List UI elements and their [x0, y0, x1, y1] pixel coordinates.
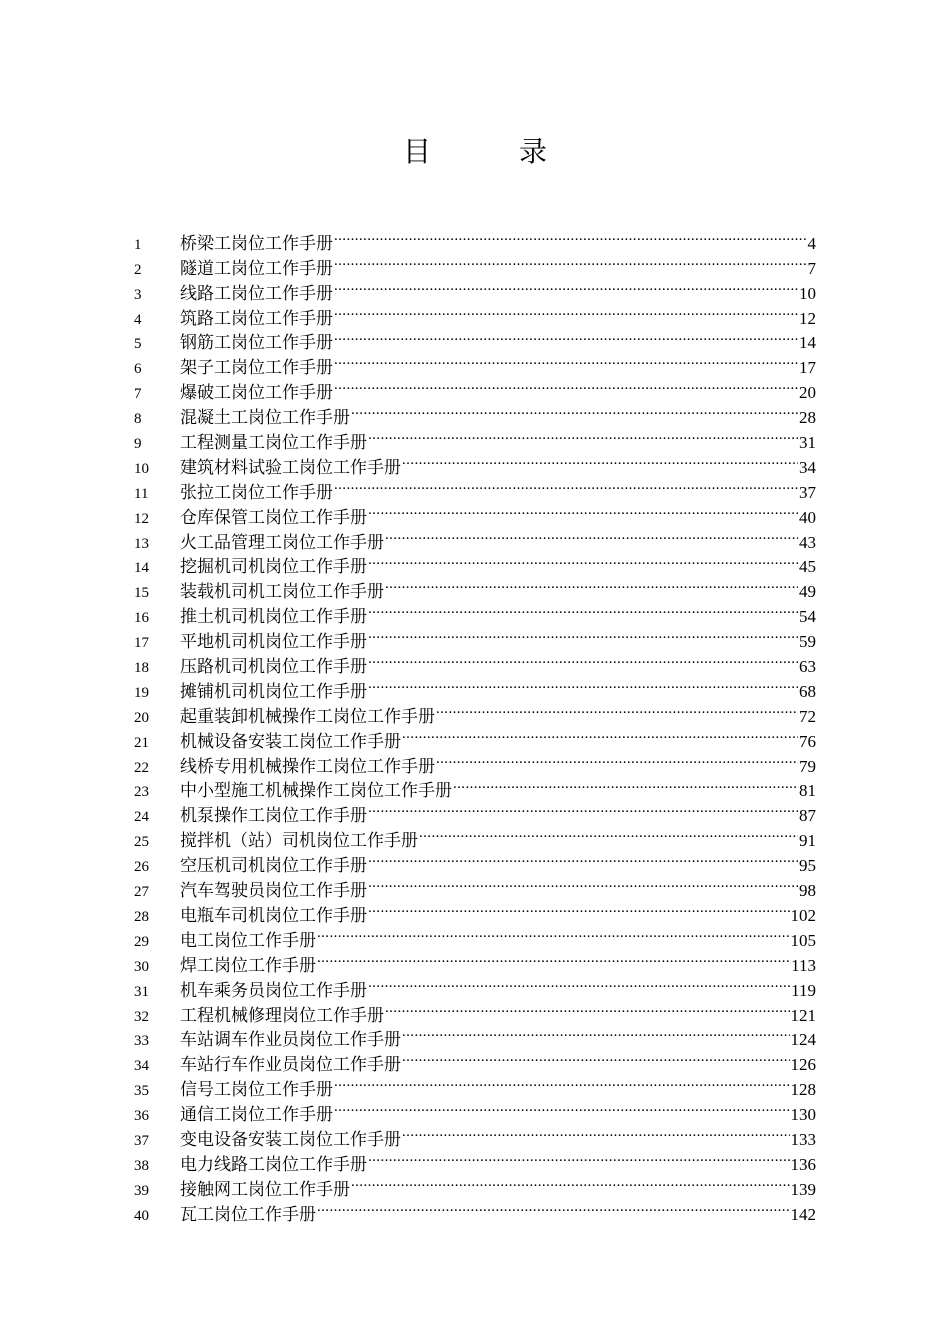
- toc-entry-page: 17: [799, 358, 816, 378]
- toc-entry-number: 14: [134, 560, 149, 577]
- toc-entry-page: 102: [790, 905, 816, 925]
- toc-entry-title: 机车乘务员岗位工作手册: [180, 980, 367, 1001]
- toc-entry-title: 机械设备安装工岗位工作手册: [180, 731, 401, 752]
- toc-dot-leader: [401, 448, 798, 473]
- toc-dot-leader: [333, 274, 798, 299]
- toc-dot-leader: [333, 1070, 790, 1095]
- toc-entry-page: 113: [791, 955, 816, 975]
- toc-entry-title: 仓库保管工岗位工作手册: [180, 507, 367, 528]
- toc-entry-number: 3: [134, 286, 142, 303]
- toc-entry-page: 14: [799, 333, 816, 353]
- toc-entry-page: 81: [799, 781, 816, 801]
- toc-dot-leader: [333, 1095, 790, 1120]
- toc-entry-number: 17: [134, 635, 149, 652]
- toc-entry-title: 车站行车作业员岗位工作手册: [180, 1055, 401, 1076]
- toc-entry-page: 72: [799, 706, 816, 726]
- toc-entry-page: 79: [799, 756, 816, 776]
- toc-entry-page: 119: [791, 980, 816, 1000]
- toc-dot-leader: [367, 896, 790, 921]
- toc-dot-leader: [333, 348, 798, 373]
- toc-dot-leader: [333, 224, 807, 249]
- toc-entry-page: 121: [790, 1005, 816, 1025]
- toc-dot-leader: [333, 473, 798, 498]
- toc-dot-leader: [367, 971, 790, 996]
- toc-dot-leader: [367, 796, 798, 821]
- toc-entry-page: 43: [799, 532, 816, 552]
- toc-entry-title: 中小型施工机械操作工岗位工作手册: [180, 781, 452, 802]
- toc-entry-page: 142: [790, 1204, 816, 1224]
- toc-entry-page: 87: [799, 806, 816, 826]
- toc-dot-leader: [367, 871, 798, 896]
- toc-entry-number: 39: [134, 1182, 149, 1199]
- toc-entry-page: 12: [799, 308, 816, 328]
- toc-dot-leader: [367, 548, 798, 573]
- toc-entry-title: 瓦工岗位工作手册: [180, 1204, 316, 1225]
- toc-dot-leader: [367, 498, 798, 523]
- table-of-contents: [134, 224, 816, 1225]
- toc-entry-title: 爆破工岗位工作手册: [180, 383, 333, 404]
- toc-dot-leader: [384, 572, 798, 597]
- toc-entry-number: 27: [134, 884, 149, 901]
- toc-entry-page: 68: [799, 681, 816, 701]
- toc-entry-page: 59: [799, 632, 816, 652]
- toc-entry-page: 49: [799, 582, 816, 602]
- toc-entry-number: 35: [134, 1083, 149, 1100]
- toc-dot-leader: [401, 722, 798, 747]
- toc-entry-number: 23: [134, 784, 149, 801]
- toc-entry-number: 15: [134, 585, 149, 602]
- toc-entry-page: 98: [799, 881, 816, 901]
- toc-dot-leader: [367, 647, 798, 672]
- toc-dot-leader: [333, 249, 807, 274]
- toc-entry-title: 工程测量工岗位工作手册: [180, 433, 367, 454]
- toc-entry-number: 22: [134, 759, 149, 776]
- toc-entry-page: 31: [799, 433, 816, 453]
- toc-entry-title: 电力线路工岗位工作手册: [180, 1154, 367, 1175]
- toc-entry-page: 34: [799, 457, 816, 477]
- toc-entry-page: 133: [790, 1129, 816, 1149]
- toc-entry-number: 19: [134, 684, 149, 701]
- toc-entry-number: 31: [134, 983, 149, 1000]
- toc-entry-title: 工程机械修理岗位工作手册: [180, 1005, 384, 1026]
- toc-dot-leader: [401, 1021, 790, 1046]
- toc-dot-leader: [333, 373, 798, 398]
- toc-entry-number: 24: [134, 809, 149, 826]
- toc-entry-title: 挖掘机司机岗位工作手册: [180, 557, 367, 578]
- toc-entry-page: 37: [799, 482, 816, 502]
- toc-entry-title: 平地机司机岗位工作手册: [180, 632, 367, 653]
- toc-entry-title: 起重装卸机械操作工岗位工作手册: [180, 706, 435, 727]
- toc-entry-number: 34: [134, 1058, 149, 1075]
- toc-dot-leader: [384, 523, 798, 548]
- toc-entry-title: 汽车驾驶员岗位工作手册: [180, 881, 367, 902]
- toc-dot-leader: [452, 772, 798, 797]
- toc-entry-page: 54: [799, 607, 816, 627]
- toc-entry-title: 变电设备安装工岗位工作手册: [180, 1129, 401, 1150]
- toc-entry-page: 63: [799, 657, 816, 677]
- toc-entry-title: 电工岗位工作手册: [180, 930, 316, 951]
- toc-entry-page: 45: [799, 557, 816, 577]
- toc-dot-leader: [367, 597, 798, 622]
- toc-entry-number: 5: [134, 336, 142, 353]
- toc-entry-number: 6: [134, 361, 142, 378]
- toc-dot-leader: [333, 299, 798, 324]
- toc-entry-page: 105: [790, 930, 816, 950]
- toc-entry-number: 36: [134, 1108, 149, 1125]
- toc-entry-title: 信号工岗位工作手册: [180, 1080, 333, 1101]
- toc-entry-number: 12: [134, 510, 149, 527]
- toc-entry-title: 通信工岗位工作手册: [180, 1105, 333, 1126]
- toc-dot-leader: [367, 423, 798, 448]
- toc-entry-title: 线路工岗位工作手册: [180, 283, 333, 304]
- toc-entry-number: 38: [134, 1157, 149, 1174]
- toc-entry-title: 摊铺机司机岗位工作手册: [180, 681, 367, 702]
- toc-entry-number: 21: [134, 734, 149, 751]
- toc-entry-title: 线桥专用机械操作工岗位工作手册: [180, 756, 435, 777]
- toc-entry-number: 29: [134, 933, 149, 950]
- toc-entry-page: 95: [799, 856, 816, 876]
- toc-dot-leader: [333, 324, 798, 349]
- toc-entry-title: 接触网工岗位工作手册: [180, 1179, 350, 1200]
- toc-entry-title: 车站调车作业员岗位工作手册: [180, 1030, 401, 1051]
- toc-entry-number: 18: [134, 660, 149, 677]
- toc-entry-title: 空压机司机岗位工作手册: [180, 856, 367, 877]
- toc-entry-title: 机泵操作工岗位工作手册: [180, 806, 367, 827]
- toc-entry-title: 火工品管理工岗位工作手册: [180, 532, 384, 553]
- toc-entry-title: 压路机司机岗位工作手册: [180, 657, 367, 678]
- toc-entry-number: 37: [134, 1132, 149, 1149]
- toc-entry-number: 30: [134, 958, 149, 975]
- toc-dot-leader: [350, 398, 798, 423]
- toc-dot-leader: [367, 1145, 790, 1170]
- toc-entry-page: 136: [790, 1154, 816, 1174]
- toc-entry-title: 电瓶车司机岗位工作手册: [180, 905, 367, 926]
- toc-entry-title: 筑路工岗位工作手册: [180, 308, 333, 329]
- toc-entry-page: 124: [790, 1030, 816, 1050]
- toc-entry-number: 10: [134, 460, 149, 477]
- toc-entry-number: 32: [134, 1008, 149, 1025]
- toc-entry-page: 139: [790, 1179, 816, 1199]
- toc-entry-number: 25: [134, 834, 149, 851]
- toc-entry-number: 26: [134, 859, 149, 876]
- toc-entry-page: 128: [790, 1080, 816, 1100]
- toc-entry-title: 搅拌机（站）司机岗位工作手册: [180, 831, 418, 852]
- toc-entry-page: 130: [790, 1105, 816, 1125]
- toc-dot-leader: [350, 1170, 790, 1195]
- toc-entry-number: 40: [134, 1207, 149, 1224]
- toc-entry-page: 76: [799, 731, 816, 751]
- toc-entry-title: 装载机司机工岗位工作手册: [180, 582, 384, 603]
- toc-dot-leader: [435, 747, 798, 772]
- toc-entry-title: 混凝土工岗位工作手册: [180, 408, 350, 429]
- toc-entry-title: 钢筋工岗位工作手册: [180, 333, 333, 354]
- toc-dot-leader: [316, 1195, 790, 1220]
- toc-dot-leader: [367, 622, 798, 647]
- toc-entry-number: 16: [134, 610, 149, 627]
- toc-entry-title: 桥梁工岗位工作手册: [180, 233, 333, 254]
- toc-entry[interactable]: [134, 224, 816, 254]
- toc-entry-title: 焊工岗位工作手册: [180, 955, 316, 976]
- toc-entry-title: 建筑材料试验工岗位工作手册: [180, 457, 401, 478]
- toc-entry-title: 张拉工岗位工作手册: [180, 482, 333, 503]
- toc-dot-leader: [367, 672, 798, 697]
- toc-entry-number: 28: [134, 908, 149, 925]
- toc-entry-number: 4: [134, 311, 142, 328]
- page-title: 目 录: [402, 135, 577, 168]
- toc-entry-page: 7: [807, 258, 816, 278]
- toc-dot-leader: [418, 821, 798, 846]
- toc-dot-leader: [435, 697, 798, 722]
- toc-entry-number: 13: [134, 535, 149, 552]
- toc-entry-page: 91: [799, 831, 816, 851]
- toc-dot-leader: [367, 846, 798, 871]
- toc-dot-leader: [401, 1120, 790, 1145]
- toc-entry-number: 33: [134, 1033, 149, 1050]
- toc-dot-leader: [384, 996, 790, 1021]
- toc-entry-number: 1: [134, 236, 142, 253]
- toc-entry-number: 8: [134, 411, 142, 428]
- toc-entry-number: 2: [134, 261, 142, 278]
- toc-entry-page: 126: [790, 1055, 816, 1075]
- toc-entry-number: 11: [134, 485, 149, 502]
- toc-entry-number: 20: [134, 709, 149, 726]
- toc-entry-title: 推土机司机岗位工作手册: [180, 607, 367, 628]
- toc-entry-page: 10: [799, 283, 816, 303]
- toc-entry-number: 7: [134, 386, 142, 403]
- toc-entry-page: 4: [807, 233, 816, 253]
- toc-entry-page: 20: [799, 383, 816, 403]
- toc-entry-title: 架子工岗位工作手册: [180, 358, 333, 379]
- toc-entry-number: 9: [134, 436, 142, 453]
- toc-entry-page: 28: [799, 408, 816, 428]
- toc-entry-title: 隧道工岗位工作手册: [180, 258, 333, 279]
- toc-entry-page: 40: [799, 507, 816, 527]
- toc-dot-leader: [316, 946, 790, 971]
- toc-dot-leader: [401, 1045, 790, 1070]
- toc-dot-leader: [316, 921, 790, 946]
